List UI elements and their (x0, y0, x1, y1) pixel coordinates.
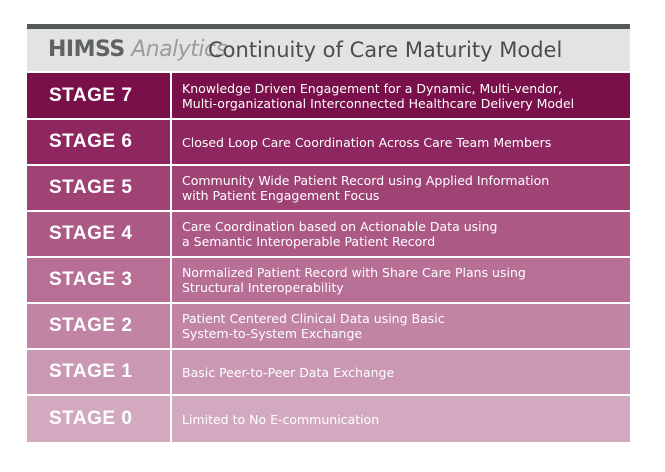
stage-description: Normalized Patient Record with Share Care Plans using Structural Interoperability (182, 265, 526, 295)
himss-analytics-logo (48, 37, 227, 62)
header (27, 29, 630, 73)
stage-description: Patient Centered Clinical Data using Basic System-to-System Exchange (182, 311, 445, 341)
stage-label: STAGE 5 (27, 166, 172, 210)
stage-label: STAGE 2 (27, 304, 172, 348)
stage-description: Closed Loop Care Coordination Across Care Team Members (182, 134, 552, 150)
stage-description: Basic Peer-to-Peer Data Exchange (182, 364, 395, 380)
stage-row-4 (27, 212, 630, 258)
stage-description: Knowledge Driven Engagement for a Dynamic, Multi-vendor, Multi-organizational Interconnected Healthcare Delivery Model (182, 80, 575, 111)
brand-himss: HIMSS (48, 37, 125, 62)
stage-row-2 (27, 304, 630, 350)
stage-label: STAGE 3 (27, 258, 172, 302)
maturity-model-table (27, 24, 630, 442)
stage-label: STAGE 1 (27, 350, 172, 394)
brand-analytics: Analytics (131, 37, 227, 62)
page-title: Continuity of Care Maturity Model (208, 38, 563, 62)
stage-description: Care Coordination based on Actionable Data using a Semantic Interoperable Patient Record (182, 219, 498, 249)
stage-label: STAGE 7 (27, 73, 172, 118)
stage-label: STAGE 6 (27, 120, 172, 164)
stage-description: Community Wide Patient Record using Applied Information with Patient Engagement Focus (182, 173, 550, 203)
stage-row-3 (27, 258, 630, 304)
stage-row-5 (27, 166, 630, 212)
stage-description: Limited to No E-communication (182, 411, 380, 427)
stage-row-1 (27, 350, 630, 396)
stage-row-7 (27, 73, 630, 120)
stage-row-0 (27, 396, 630, 442)
stage-row-6 (27, 120, 630, 166)
stage-label: STAGE 4 (27, 212, 172, 256)
stage-label: STAGE 0 (27, 396, 172, 442)
